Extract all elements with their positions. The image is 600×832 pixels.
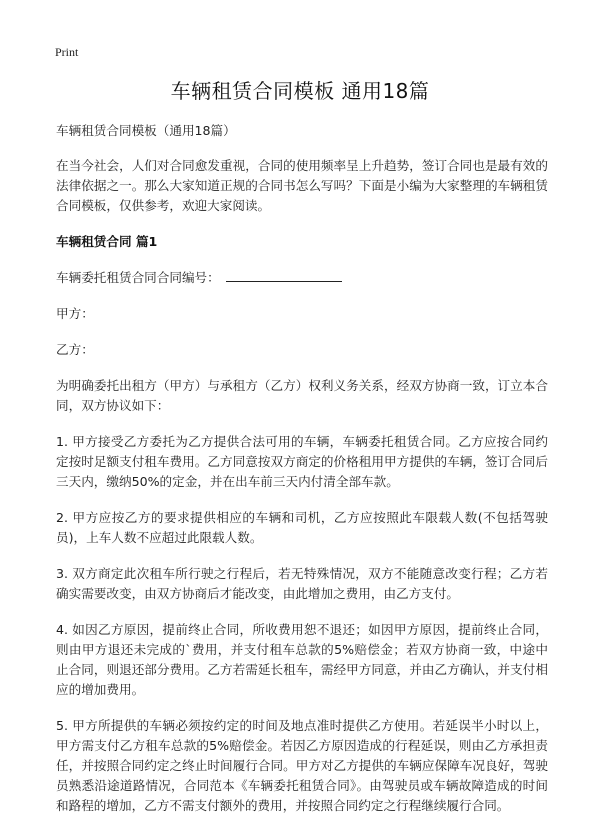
clause-5: 5. 甲方所提供的车辆必须按约定的时间及地点准时提供乙方使用。若延误半小时以上，甲方需支付乙方租车总款的5%赔偿金。若因乙方原因造成的行程延误，则由乙方承担责任，并按照合同约定之终止时间履行合同。甲方对乙方提供的车辆应保障车况良好，驾驶员熟悉沿途道路情况，合同范本《车辆委托租赁合同》。由驾驶员或车辆故障造成的时间和路程的增加，乙方不需支付额外的费用，并按照合同约定之行程继续履行合同。 [56,718,548,813]
clause-1: 1. 甲方接受乙方委托为乙方提供合法可用的车辆，车辆委托租赁合同。乙方应按合同约定按时足额支付租车费用。乙方同意按双方商定的价格租用甲方提供的车辆，签订合同后三天内，缴纳50%的定金，并在出车前三天内付清全部车款。 [56,434,548,489]
document-title: 车辆租赁合同模板 通用18篇 [170,79,430,103]
intro-paragraph: 在当今社会，人们对合同愈发重视，合同的使用频率呈上升趋势，签订合同也是最有效的法律依据之一。那么大家知道正规的合同书怎么写吗？下面是小编为大家整理的车辆租赁合同模板，仅供参考，欢迎大家阅读。 [56,158,548,213]
contract-number-blank [226,268,342,282]
party-a-label: 甲方： [56,306,94,321]
document-body [56,121,548,832]
clause-4: 4. 如因乙方原因，提前终止合同，所收费用恕不退还；如因甲方原因，提前终止合同，则由甲方退还未完成的`费用，并支付租车总款的5%赔偿金；若双方协商一致，中途中止合同，则退还部分费用。乙方若需延长租车，需经甲方同意，并由乙方确认，并支付相应的增加费用。 [56,622,548,697]
clause-3: 3. 双方商定此次租车所行驶之行程后，若无特殊情况，双方不能随意改变行程；乙方若确实需要改变，由双方协商后才能改变，由此增加之费用，由乙方支付。 [56,566,548,601]
section-heading: 车辆租赁合同 篇1 [56,234,158,249]
contract-number-row [56,268,548,288]
print-label[interactable]: Print [55,45,79,59]
document-subtitle: 车辆租赁合同模板（通用18篇） [56,123,236,138]
preamble-paragraph: 为明确委托出租方（甲方）与承租方（乙方）权利义务关系，经双方协商一致，订立本合同，双方协议如下： [56,378,548,413]
party-b-label: 乙方： [56,342,94,357]
clause-2: 2. 甲方应按乙方的要求提供相应的车辆和司机，乙方应按照此车限载人数(不包括驾驶员)，上车人数不应超过此限载人数。 [56,510,548,545]
contract-number-label: 车辆委托租赁合同合同编号： [56,270,220,285]
